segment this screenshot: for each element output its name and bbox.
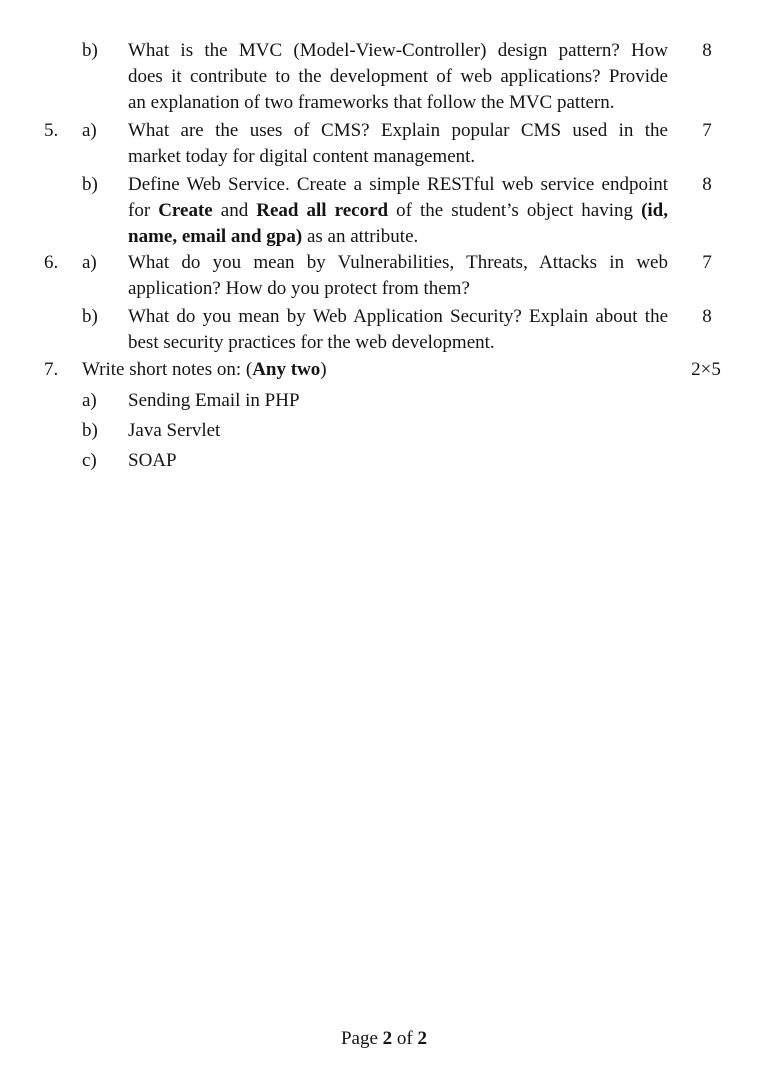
short-note-text	[128, 448, 668, 474]
sub-label: a)	[82, 390, 97, 411]
text-run: and	[212, 200, 257, 221]
question-line: Define Web Service. Create a simple RESTful web service endpoint	[128, 174, 668, 195]
question-line: What do you mean by Vulnerabilities, Threats, Attacks in web	[128, 252, 668, 273]
footer-total-pages: 2	[417, 1028, 427, 1049]
text-run: of the student’s object having	[388, 200, 642, 221]
short-note-text	[128, 418, 668, 444]
sub-label: c)	[82, 450, 97, 471]
sub-label: b)	[82, 420, 98, 441]
question-text	[128, 250, 668, 302]
marks-value: 2×5	[691, 359, 721, 380]
question-number: 7.	[44, 359, 59, 380]
sub-label: a)	[82, 120, 97, 141]
question-text	[82, 357, 668, 383]
text-run-bold: name, email and gpa)	[128, 226, 303, 247]
question-line: market today for digital content management.	[128, 146, 476, 167]
sub-label: b)	[82, 174, 98, 195]
question-number: 6.	[44, 252, 59, 273]
question-line: an explanation of two frameworks that follow the MVC pattern.	[128, 92, 615, 113]
text-run-bold: Any two	[252, 359, 321, 380]
marks-value: 7	[702, 252, 712, 273]
question-line: does it contribute to the development of web applications? Provide	[128, 66, 668, 87]
sub-label: b)	[82, 40, 98, 61]
question-line: best security practices for the web development.	[128, 332, 495, 353]
text-run: for	[128, 200, 159, 221]
sub-label: a)	[82, 252, 97, 273]
text-run-bold: Create	[158, 200, 213, 221]
text-run-bold: (id,	[641, 200, 669, 221]
footer-middle: of	[392, 1028, 418, 1049]
marks-value: 8	[702, 40, 712, 61]
question-text	[128, 172, 668, 250]
question-text	[128, 118, 668, 170]
marks-value: 8	[702, 306, 712, 327]
question-text	[128, 38, 668, 116]
short-note-line: SOAP	[128, 450, 177, 471]
short-note-text	[128, 388, 668, 414]
question-line	[82, 357, 668, 383]
question-line: What are the uses of CMS? Explain popular CMS used in the	[128, 120, 668, 141]
footer-current-page: 2	[382, 1028, 393, 1049]
sub-label: b)	[82, 306, 98, 327]
question-number: 5.	[44, 120, 59, 141]
footer-prefix: Page	[340, 1028, 383, 1049]
text-run: as an attribute.	[302, 226, 419, 247]
marks-value: 7	[702, 120, 712, 141]
text-run: )	[320, 359, 327, 380]
text-run: Write short notes on: (	[82, 359, 253, 380]
question-text	[128, 304, 668, 356]
question-line	[128, 224, 668, 250]
question-line	[128, 198, 668, 224]
page-footer	[0, 1027, 768, 1051]
short-note-line: Java Servlet	[128, 420, 221, 441]
question-line: What do you mean by Web Application Security? Explain about the	[128, 306, 668, 327]
question-line: application? How do you protect from them?	[128, 278, 470, 299]
marks-value: 8	[702, 174, 712, 195]
question-line: What is the MVC (Model-View-Controller) design pattern? How	[128, 40, 668, 61]
short-note-line: Sending Email in PHP	[128, 390, 300, 411]
text-run-bold: Read all record	[256, 200, 389, 221]
